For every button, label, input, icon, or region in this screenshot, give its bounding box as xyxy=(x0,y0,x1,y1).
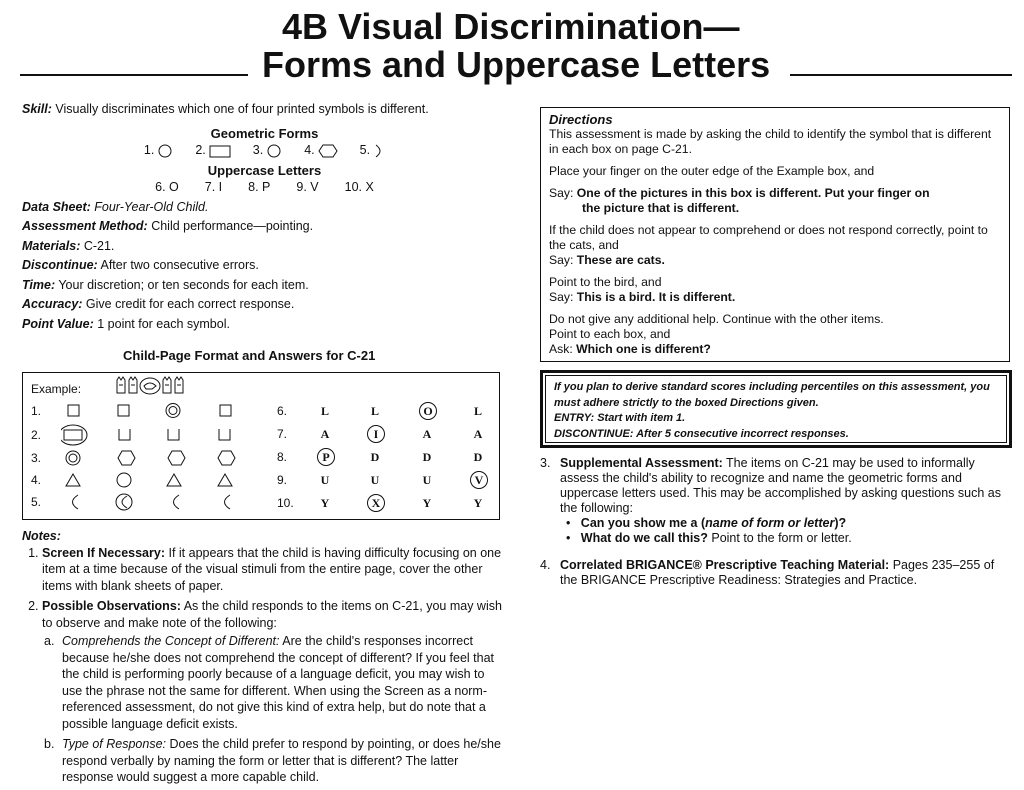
entry-line: ENTRY: Start with item 1. xyxy=(554,412,686,424)
right-numbered-list xyxy=(540,456,1012,600)
letter-item-7: 7. I xyxy=(204,180,223,194)
directions-p2: Place your finger on the outer edge of the Example box, and xyxy=(549,164,875,178)
circled-answer-letter: X xyxy=(367,494,385,512)
directions-p1: This assessment is made by asking the child to identify the symbol that is different in each box on page C-21. xyxy=(549,127,992,156)
circle-icon xyxy=(157,144,173,158)
info-data-sheet: Data Sheet: Four-Year-Old Child. xyxy=(22,199,209,214)
directions-heading: Directions xyxy=(549,112,613,127)
answer-letter: U xyxy=(320,472,330,487)
open-curve-icon xyxy=(373,144,385,158)
standard-scores-inner xyxy=(545,375,1007,443)
discontinue-line: DISCONTINUE: After 5 consecutive incorrect responses. xyxy=(554,427,849,440)
letter-item-8: 8. P xyxy=(248,180,271,194)
title-rule-left xyxy=(20,74,248,76)
form-item-3: 3. xyxy=(253,141,282,161)
directions-box xyxy=(540,107,1010,362)
answer-letter: Y xyxy=(422,495,432,510)
directions-say3: Say: This is a bird. It is different. xyxy=(549,290,736,304)
page-title-line1: 4B Visual Discrimination— xyxy=(282,6,740,47)
answer-letter: U xyxy=(422,472,432,487)
letter-item-9: 9. V xyxy=(296,180,319,194)
answers-box xyxy=(22,372,500,520)
answer-row-2-forms xyxy=(61,424,241,446)
directions-p4: Point to the bird, and xyxy=(549,275,662,289)
directions-say1: Say: One of the pictures in this box is different. Put your finger on xyxy=(549,186,930,200)
row-number: 7. xyxy=(277,427,288,441)
answer-letter: D xyxy=(473,449,483,464)
row-number: 10. xyxy=(277,496,294,510)
row-number: 6. xyxy=(277,404,288,418)
answer-row-4-forms xyxy=(61,470,241,490)
answers-heading: Child-Page Format and Answers for C-21 xyxy=(123,348,376,363)
directions-ask: Ask: Which one is different? xyxy=(549,342,711,356)
supplemental-assessment: 3. Supplemental Assessment: The items on C-21 may be used to informally assess the child's ability to recognize and name the geometric forms and uppercase letters used. This may be accomplished by asking questions such as the following: • Can you show me a (name of form or letter)? • What do we call this? Point to the form or letter. xyxy=(540,456,1012,546)
answer-letter: Y xyxy=(473,495,483,510)
title-rule-right xyxy=(790,74,1012,76)
letter-item-10: 10. X xyxy=(344,180,374,194)
hexagon-icon xyxy=(318,144,338,158)
answer-letter: L xyxy=(473,403,482,418)
example-cats-bird-icon xyxy=(111,375,191,397)
info-accuracy: Accuracy: Give credit for each correct response. xyxy=(22,297,295,311)
row-number: 2. xyxy=(31,428,42,442)
answer-letter: A xyxy=(320,426,330,441)
circled-answer-letter: V xyxy=(470,471,488,489)
note-1: 1. Screen If Necessary: If it appears that the child is having difficulty focusing on one item at a time because of the visual stimuli from the entire page, cover the other items with blank sheets of paper. xyxy=(42,545,507,595)
directions-p5b: Point to each box, and xyxy=(549,327,671,341)
circled-answer-letter: O xyxy=(419,402,437,420)
row-number: 3. xyxy=(31,451,42,465)
circled-answer-letter: P xyxy=(317,448,335,466)
geometric-forms-heading: Geometric Forms xyxy=(210,125,319,141)
answer-row-1-forms xyxy=(61,401,241,421)
form-item-5: 5. xyxy=(360,141,385,161)
answer-letter: Y xyxy=(320,495,330,510)
circled-answer-letter: I xyxy=(367,425,385,443)
answer-letter: D xyxy=(370,449,380,464)
directions-say1-cont: the picture that is different. xyxy=(582,201,740,215)
letter-item-6: 6. O xyxy=(155,180,179,194)
info-materials: Materials: C-21. xyxy=(22,238,115,253)
answer-letter: D xyxy=(422,449,432,464)
answer-letter: L xyxy=(320,403,329,418)
question-2: • What do we call this? Point to the form or letter. xyxy=(566,531,852,545)
rectangle-icon xyxy=(209,144,231,158)
uppercase-letters-list xyxy=(22,178,507,198)
directions-say2: Say: These are cats. xyxy=(549,253,665,267)
assessment-info xyxy=(22,100,507,334)
info-discontinue: Discontinue: After two consecutive errors. xyxy=(22,258,259,272)
answer-letter: A xyxy=(473,426,483,441)
info-assessment-method: Assessment Method: Child performance—pointing. xyxy=(22,219,314,233)
standard-scores-box xyxy=(540,370,1012,448)
answer-letter: L xyxy=(370,403,379,418)
notes-section xyxy=(22,528,507,790)
notes-heading: Notes: xyxy=(22,529,61,543)
info-point-value: Point Value: 1 point for each symbol. xyxy=(22,316,230,331)
note-2: 2. Possible Observations: As the child responds to the items on C-21, you may wish to observe and make note of the following: a. Comprehends the Concept of Different: Are the child's responses incorrect because he/she does not comprehend the concept of different? If you feel that the child is performing poorly because of a language deficit, you may wish to use the phrase not the same for different. When using the Screen as a norm-referenced assessment, do not give this kind of extra help, but do note that a possible language deficit exists. b. Type of Response: Does the child prefer to respond by pointing, or does he/she respond verbally by naming the form or letter that is different? The latter response would suggest a more capable child. xyxy=(42,598,507,786)
standard-scores-line1: If you plan to derive standard scores including percentiles on this assessment, you must adhere strictly to the boxed Directions given. xyxy=(554,381,990,409)
directions-p5a: Do not give any additional help. Continue with the other items. xyxy=(549,312,884,326)
answer-letter: A xyxy=(422,426,432,441)
skill-line: Skill: Visually discriminates which one of four printed symbols is different. xyxy=(22,102,429,116)
row-number: 1. xyxy=(31,404,42,418)
example-label: Example: xyxy=(31,382,82,396)
uppercase-letters-heading: Uppercase Letters xyxy=(207,162,322,178)
form-item-1: 1. xyxy=(144,141,173,161)
answer-row-3-forms xyxy=(61,448,241,468)
answer-letter: U xyxy=(370,472,380,487)
correlated-material: 4. Correlated BRIGANCE® Prescriptive Teaching Material: Pages 235–255 of the BRIGANCE Prescriptive Readiness: Strategies and Practice. xyxy=(540,558,995,587)
info-time: Time: Your discretion; or ten seconds for each item. xyxy=(22,277,309,292)
row-number: 5. xyxy=(31,495,42,509)
note-2b: b. Type of Response: Does the child prefer to respond by pointing, or does he/she respond verbally by naming the form or letter that is different? The latter response would suggest a more capable child. xyxy=(44,737,501,784)
form-item-2: 2. xyxy=(195,141,230,161)
answer-row-5-forms xyxy=(61,492,241,512)
page-title-line2: Forms and Uppercase Letters xyxy=(262,44,771,85)
row-number: 4. xyxy=(31,473,42,487)
geometric-forms-list xyxy=(22,141,507,161)
circle-icon xyxy=(266,144,282,158)
directions-p3: If the child does not appear to comprehend or does not respond correctly, point to the cats, and xyxy=(549,223,988,252)
note-2a: a. Comprehends the Concept of Different: Are the child's responses incorrect because he/she does not comprehend the concept of different? If you feel that the child is performing poorly because of a language deficit, you may wish to use the phrase not the same for different. When using the Screen as a norm-referenced assessment, do not give this kind of extra help, but do note that a possible language deficit exists. xyxy=(44,634,495,731)
form-item-4: 4. xyxy=(304,141,337,161)
question-1: • Can you show me a (name of form or letter)? xyxy=(566,516,847,530)
row-number: 8. xyxy=(277,450,288,464)
row-number: 9. xyxy=(277,473,288,487)
